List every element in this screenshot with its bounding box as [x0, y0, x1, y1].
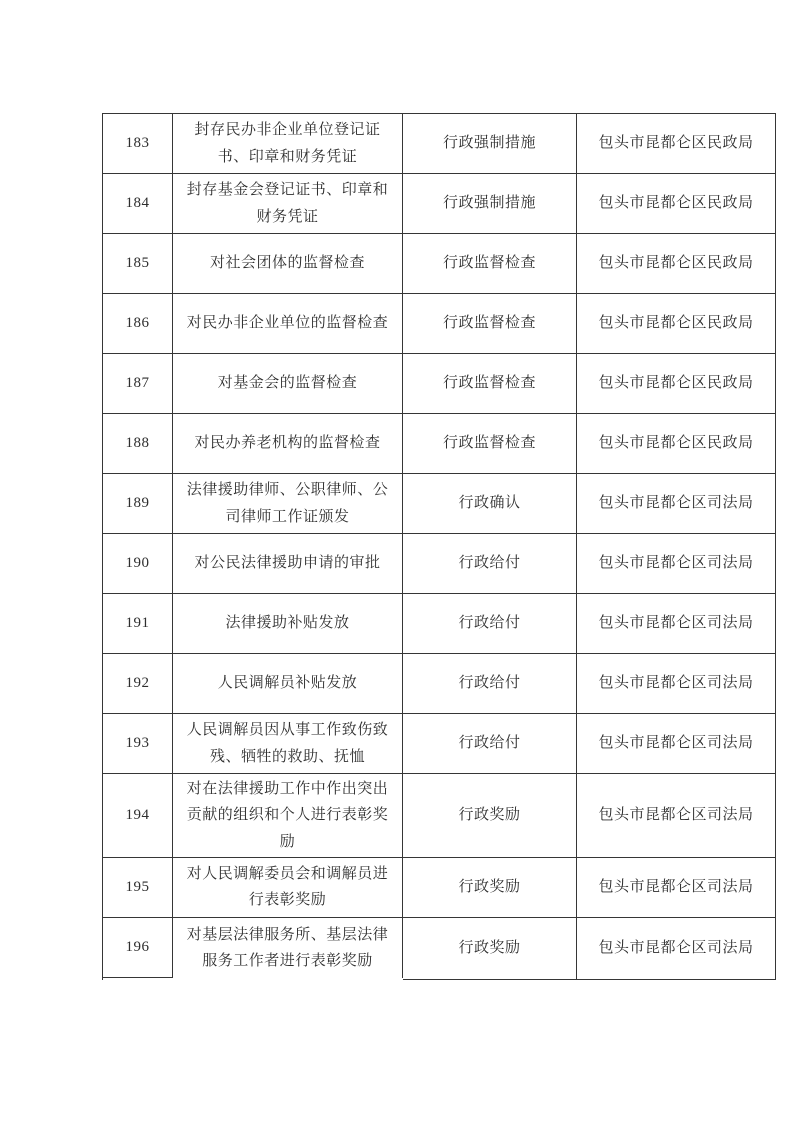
table-row [103, 414, 776, 474]
cell-department: 包头市昆都仑区司法局 [577, 714, 776, 774]
cell-department: 包头市昆都仑区司法局 [577, 858, 776, 918]
cell-department: 包头市昆都仑区民政局 [577, 414, 776, 474]
cell-department: 包头市昆都仑区司法局 [577, 474, 776, 534]
cell-item-category: 行政强制措施 [403, 174, 577, 234]
table-row [103, 654, 776, 714]
cell-row-number: 195 [103, 858, 173, 918]
table-row [103, 918, 776, 980]
cell-item-name: 对民办养老机构的监督检查 [173, 414, 403, 474]
cell-item-category: 行政强制措施 [403, 114, 577, 174]
cell-item-category: 行政给付 [403, 714, 577, 774]
table-row [103, 474, 776, 534]
cell-department: 包头市昆都仑区司法局 [577, 918, 776, 980]
cell-row-number: 187 [103, 354, 173, 414]
cell-item-category: 行政奖励 [403, 774, 577, 858]
cell-item-name: 法律援助律师、公职律师、公司律师工作证颁发 [173, 474, 403, 534]
table-row [103, 114, 776, 174]
cell-item-category: 行政给付 [403, 534, 577, 594]
cell-row-number: 188 [103, 414, 173, 474]
cell-item-name: 对人民调解委员会和调解员进行表彰奖励 [173, 858, 403, 918]
cell-row-number: 189 [103, 474, 173, 534]
cell-item-name: 封存基金会登记证书、印章和财务凭证 [173, 174, 403, 234]
cell-row-number: 196 [103, 918, 173, 978]
cell-item-name: 对社会团体的监督检查 [173, 234, 403, 294]
cell-item-name: 对公民法律援助申请的审批 [173, 534, 403, 594]
cell-item-category: 行政监督检查 [403, 294, 577, 354]
cell-department: 包头市昆都仑区民政局 [577, 234, 776, 294]
cell-department: 包头市昆都仑区司法局 [577, 654, 776, 714]
cell-item-category: 行政给付 [403, 594, 577, 654]
cell-department: 包头市昆都仑区司法局 [577, 774, 776, 858]
table-row [103, 774, 776, 858]
table-row [103, 294, 776, 354]
cell-department: 包头市昆都仑区民政局 [577, 174, 776, 234]
cell-row-number: 190 [103, 534, 173, 594]
cell-item-name: 对基层法律服务所、基层法律服务工作者进行表彰奖励 [173, 918, 403, 978]
cell-item-name: 对基金会的监督检查 [173, 354, 403, 414]
administrative-items-table [102, 113, 776, 980]
cell-item-name: 法律援助补贴发放 [173, 594, 403, 654]
cell-row-number: 193 [103, 714, 173, 774]
cell-row-number: 183 [103, 114, 173, 174]
cell-item-category: 行政奖励 [403, 918, 577, 980]
cell-item-name: 对在法律援助工作中作出突出贡献的组织和个人进行表彰奖励 [173, 774, 403, 858]
cell-department: 包头市昆都仑区民政局 [577, 114, 776, 174]
cell-item-category: 行政监督检查 [403, 354, 577, 414]
table-row [103, 594, 776, 654]
table-row [103, 534, 776, 594]
table-row [103, 354, 776, 414]
cell-department: 包头市昆都仑区司法局 [577, 534, 776, 594]
cell-row-number: 192 [103, 654, 173, 714]
cell-row-number: 184 [103, 174, 173, 234]
cell-row-number: 191 [103, 594, 173, 654]
cell-item-category: 行政给付 [403, 654, 577, 714]
cell-item-name: 对民办非企业单位的监督检查 [173, 294, 403, 354]
cell-item-name: 人民调解员补贴发放 [173, 654, 403, 714]
cell-item-category: 行政监督检查 [403, 414, 577, 474]
table-row [103, 174, 776, 234]
table-row [103, 714, 776, 774]
cell-department: 包头市昆都仑区司法局 [577, 594, 776, 654]
cell-item-name: 封存民办非企业单位登记证书、印章和财务凭证 [173, 114, 403, 174]
cell-row-number: 185 [103, 234, 173, 294]
table-row [103, 234, 776, 294]
cell-department: 包头市昆都仑区民政局 [577, 294, 776, 354]
cell-row-number: 186 [103, 294, 173, 354]
cell-department: 包头市昆都仑区民政局 [577, 354, 776, 414]
cell-row-number: 194 [103, 774, 173, 858]
cell-item-category: 行政确认 [403, 474, 577, 534]
cell-item-category: 行政奖励 [403, 858, 577, 918]
cell-item-name: 人民调解员因从事工作致伤致残、牺牲的救助、抚恤 [173, 714, 403, 774]
cell-item-category: 行政监督检查 [403, 234, 577, 294]
table-row [103, 858, 776, 918]
